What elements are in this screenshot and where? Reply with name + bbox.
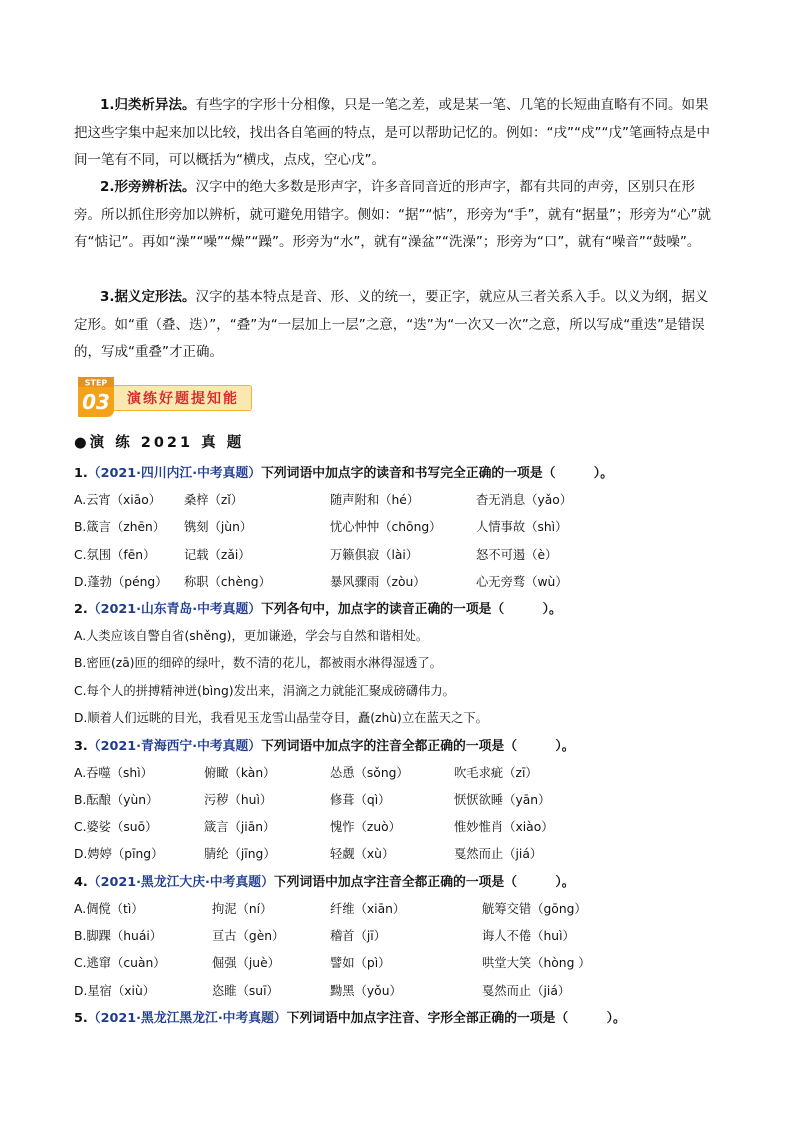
- option-item: 诲人不倦（huì）: [482, 929, 575, 943]
- option-item: 万籁俱寂（lài）: [330, 548, 419, 562]
- method-text: 有些字的字形十分相像，只是一笔之差，或是某一笔、几笔的长短曲直略有不同。如果把这些字集中起来加以比较，找出各自笔画的特点，是可以帮助记忆的。例如：“戌”“戍”“戊”笔画特点是中间一笔有不同，可以概括为“横戌，点戍，空心戊”。: [74, 97, 710, 168]
- option-item: 镌刻（jùn）: [184, 520, 253, 534]
- option-item: 轻觑（xù）: [330, 847, 395, 861]
- option-line: C.每个人的拼搏精神迸(bìng)发出来，涓滴之力就能汇聚成磅礴伟力。: [74, 684, 455, 698]
- option-item: 腈纶（jīng）: [204, 847, 276, 861]
- question-text: 下列词语中加点字的注音全都正确的一项是（ ）。: [261, 739, 575, 754]
- method-title: 3.据义定形法。: [100, 289, 196, 305]
- method-paragraph-2: [74, 174, 722, 257]
- question-text: 2.: [74, 602, 88, 617]
- option-item: 黝黑（yǒu）: [330, 984, 402, 998]
- method-title: 2.形旁辨析法。: [100, 179, 196, 195]
- option-item: D.星宿（xiù）: [74, 984, 156, 998]
- option-item: 愧怍（zuò）: [330, 820, 401, 834]
- option-item: 譬如（pì）: [330, 956, 391, 970]
- question-5-stem: [74, 1007, 626, 1026]
- option-item: 吹毛求疵（zī）: [454, 766, 538, 780]
- option-item: 俯瞰（kàn）: [204, 766, 276, 780]
- step-banner: [74, 375, 254, 419]
- option-item: 亘古（gèn）: [212, 929, 285, 943]
- method-paragraph-3: [74, 284, 722, 367]
- question-text: 下列词语中加点字的读音和书写完全正确的一项是（ ）。: [261, 466, 613, 481]
- question-2-stem: [74, 598, 562, 617]
- question-source: （2021·黑龙江大庆·中考真题）: [87, 875, 274, 890]
- option-item: 人情事故（shì）: [476, 520, 568, 534]
- option-item: B.箴言（zhēn）: [74, 520, 166, 534]
- option-item: 箴言（jiān）: [204, 820, 276, 834]
- option-item: 心无旁骛（wù）: [476, 575, 568, 589]
- question-text: 1.: [74, 466, 88, 481]
- option-item: C.婆娑（suō）: [74, 820, 158, 834]
- option-item: 纤维（xiān）: [330, 902, 406, 916]
- question-source: （2021·山东青岛·中考真题）: [87, 602, 262, 617]
- option-item: 怒不可遏（è）: [476, 548, 558, 562]
- option-item: 随声附和（hé）: [330, 493, 420, 507]
- method-text: 汉字的基本特点是音、形、义的统一，要正字，就应从三者关系入手。以义为纲，据义定形。如“重（叠、迭）”，“叠”为“一层加上一层”之意，“迭”为“一次又一次”之意，所以写成“重迭”是错误的，写成“重叠”才正确。: [74, 289, 709, 360]
- option-item: 暴风骤雨（zòu）: [330, 575, 426, 589]
- option-item: 称职（chèng）: [184, 575, 271, 589]
- question-4-stem: [74, 871, 575, 890]
- option-item: D.蓬勃（péng）: [74, 575, 168, 589]
- option-item: 杳无消息（yǎo）: [476, 493, 573, 507]
- option-item: C.氛围（fēn）: [74, 548, 156, 562]
- step-title-bar: [112, 385, 252, 411]
- option-item: 记载（zǎi）: [184, 548, 251, 562]
- question-source: （2021·青海西宁·中考真题）: [87, 739, 262, 754]
- step-label: STEP: [84, 378, 108, 388]
- question-1-stem: [74, 462, 613, 481]
- question-source: （2021·四川内江·中考真题）: [87, 466, 262, 481]
- section-title: ●演 练 2021 真 题: [74, 435, 245, 451]
- method-text: 汉字中的绝大多数是形声字，许多音同音近的形声字，都有共同的声旁，区别只在形旁。所以抓住形旁加以辨析，就可避免用错字。侧如：“据”“惦”，形旁为“手”，就有“据量”；形旁为“心”就有“惦记”。再如“澡”“噪”“燥”“躁”。形旁为“水”，就有“澡盆”“洗澡”；形旁为“口”，就有“噪音”“鼓噪”。: [74, 179, 711, 250]
- question-text: 下列各句中，加点字的读音正确的一项是（ ）。: [261, 602, 562, 617]
- option-item: A.吞噬（shì）: [74, 766, 153, 780]
- option-item: 戛然而止（jiá）: [454, 847, 543, 861]
- option-item: 恣睢（suī）: [212, 984, 279, 998]
- option-item: D.娉婷（pīng）: [74, 847, 164, 861]
- option-item: 拘泥（ní）: [212, 902, 273, 916]
- method-title: 1.归类析异法。: [100, 97, 196, 113]
- step-title: 演练好题提知能: [127, 391, 239, 407]
- option-item: 戛然而止（jiá）: [482, 984, 571, 998]
- question-text: 3.: [74, 739, 88, 754]
- option-item: 桑梓（zǐ）: [184, 493, 244, 507]
- option-item: 哄堂大笑（hòng ）: [482, 956, 591, 970]
- option-item: A.云宵（xiāo）: [74, 493, 162, 507]
- question-text: 4.: [74, 875, 88, 890]
- question-text: 下列词语中加点字注音、字形全部正确的一项是（ ）。: [286, 1011, 626, 1026]
- step-badge-icon: [74, 375, 118, 419]
- question-text: 5.: [74, 1011, 88, 1026]
- option-item: 怂恿（sǒng）: [330, 766, 409, 780]
- option-line: A.人类应该自警自省(shěng)，更加谦逊，学会与自然和谐相处。: [74, 629, 429, 643]
- option-item: 稽首（jī）: [330, 929, 387, 943]
- option-item: 污秽（huì）: [204, 793, 273, 807]
- option-item: 觥筹交错（gōng）: [482, 902, 587, 916]
- option-item: 惟妙惟肖（xiào）: [454, 820, 554, 834]
- option-item: 忧心忡忡（chōng）: [330, 520, 442, 534]
- option-item: B.酝酿（yùn）: [74, 793, 159, 807]
- option-line: B.密匝(zā)匝的细碎的绿叶，数不清的花儿，都被雨水淋得湿透了。: [74, 656, 442, 670]
- question-source: （2021·黑龙江黑龙江·中考真题）: [87, 1011, 287, 1026]
- option-item: B.脚踝（huái）: [74, 929, 163, 943]
- question-text: 下列词语中加点字注音全都正确的一项是（ ）。: [273, 875, 575, 890]
- option-item: C.逃窜（cuàn）: [74, 956, 166, 970]
- option-item: A.倜傥（tì）: [74, 902, 144, 916]
- option-item: 修葺（qì）: [330, 793, 391, 807]
- option-item: 倔强（juè）: [212, 956, 280, 970]
- step-number: 03: [82, 390, 110, 414]
- option-line: D.顺着人们远眺的目光，我看见玉龙雪山晶莹夺目，矗(zhù)立在蓝天之下。: [74, 711, 488, 725]
- option-item: 恹恹欲睡（yān）: [454, 793, 551, 807]
- question-3-stem: [74, 735, 575, 754]
- method-paragraph-1: [74, 92, 722, 175]
